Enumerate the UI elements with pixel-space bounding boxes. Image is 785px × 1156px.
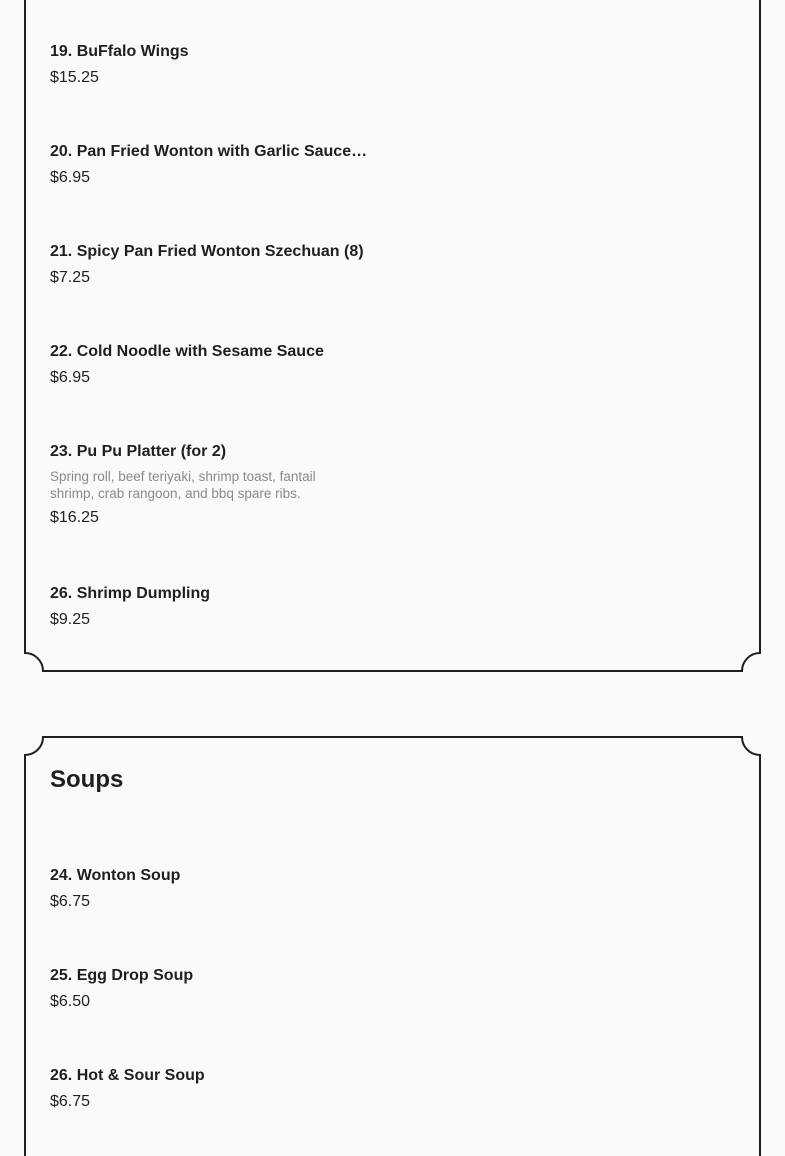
menu-item[interactable] <box>50 966 370 1012</box>
menu-item[interactable] <box>50 142 370 188</box>
panel-frame <box>24 0 761 672</box>
menu-section-panel <box>24 0 761 672</box>
menu-item[interactable] <box>50 866 370 912</box>
menu-item-price: $6.50 <box>50 993 91 1010</box>
menu-item-name[interactable]: 21. Spicy Pan Fried Wonton Szechuan (8) <box>50 243 364 260</box>
menu-item-price: $6.95 <box>50 169 91 186</box>
menu-item-price: $7.25 <box>50 269 91 286</box>
menu-item-price: $15.25 <box>50 69 99 86</box>
menu-section-panel <box>24 736 761 1156</box>
menu-item-name[interactable]: 26. Hot & Sour Soup <box>50 1067 205 1084</box>
menu-item[interactable] <box>50 584 370 630</box>
menu-item[interactable] <box>50 42 370 88</box>
menu-item[interactable] <box>50 1066 370 1112</box>
menu-item-price: $16.25 <box>50 509 99 526</box>
menu-item[interactable] <box>50 342 370 388</box>
menu-item-price: $6.95 <box>50 369 91 386</box>
menu-item-price: $6.75 <box>50 893 91 910</box>
section-title: Soups <box>50 766 124 793</box>
menu-item-price: $9.25 <box>50 611 91 628</box>
menu-item-price: $6.75 <box>50 1093 91 1110</box>
menu-item-name[interactable]: 24. Wonton Soup <box>50 867 181 884</box>
menu-item-name[interactable]: 22. Cold Noodle with Sesame Sauce <box>50 343 324 360</box>
menu-item-name[interactable]: 19. BuFfalo Wings <box>50 43 189 60</box>
menu-item-name[interactable]: 23. Pu Pu Platter (for 2) <box>50 443 227 460</box>
menu-item[interactable] <box>50 242 370 288</box>
menu-item-name[interactable]: 20. Pan Fried Wonton with Garlic Sauce… <box>50 143 368 160</box>
menu-item-name[interactable]: 25. Egg Drop Soup <box>50 967 194 984</box>
menu-item[interactable] <box>50 442 370 528</box>
menu-item-description: Spring roll, beef teriyaki, shrimp toast, fantail shrimp, crab rangoon, and bbq spare ribs. <box>50 469 316 501</box>
menu-item-name[interactable]: 26. Shrimp Dumpling <box>50 585 211 602</box>
